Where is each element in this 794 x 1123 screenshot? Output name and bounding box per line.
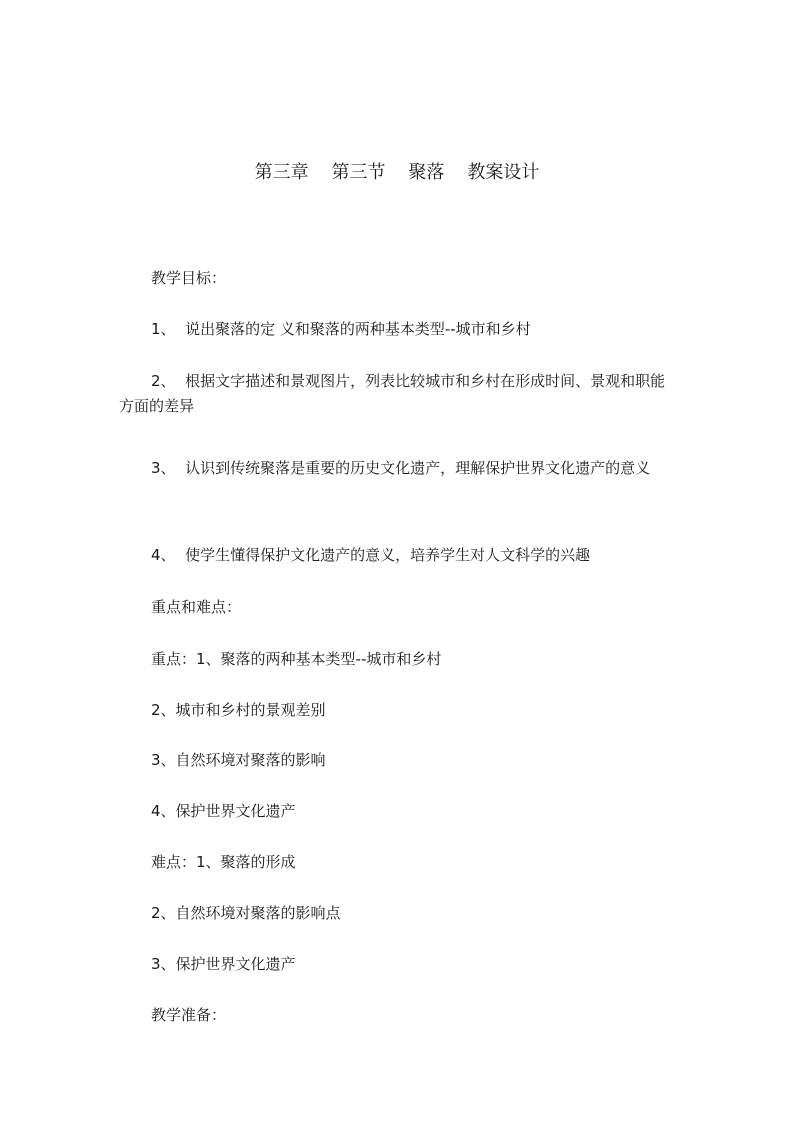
difficulty-item-1: 难点：1、聚落的形成	[151, 853, 296, 871]
key-point-item-2: 2、城市和乡村的景观差别	[151, 701, 326, 719]
key-point-item-4: 4、保护世界文化遗产	[151, 802, 296, 820]
section-heading-objectives: 教学目标：	[151, 269, 227, 287]
key-point-item-3: 3、自然环境对聚落的影响	[151, 751, 326, 769]
key-point-item-1: 重点：1、聚落的两种基本类型--城市和乡村	[151, 650, 442, 668]
objective-item-3: 3、 认识到传统聚落是重要的历史文化遗产，理解保护世界文化遗产的意义	[151, 459, 651, 477]
difficulty-item-2: 2、自然环境对聚落的影响点	[151, 904, 341, 922]
difficulty-item-3: 3、保护世界文化遗产	[151, 955, 296, 973]
objective-item-2: 2、 根据文字描述和景观图片，列表比较城市和乡村在形成时间、景观和职能方面的差异	[119, 372, 666, 415]
section-heading-key-points: 重点和难点：	[151, 598, 242, 616]
objective-item-1: 1、 说出聚落的定 义和聚落的两种基本类型--城市和乡村	[151, 320, 531, 338]
section-heading-preparation: 教学准备：	[151, 1006, 227, 1024]
document-title: 第三章 第三节 聚落 教案设计	[254, 162, 540, 183]
objective-item-4: 4、 使学生懂得保护文化遗产的意义，培养学生对人文科学的兴趣	[151, 546, 591, 564]
